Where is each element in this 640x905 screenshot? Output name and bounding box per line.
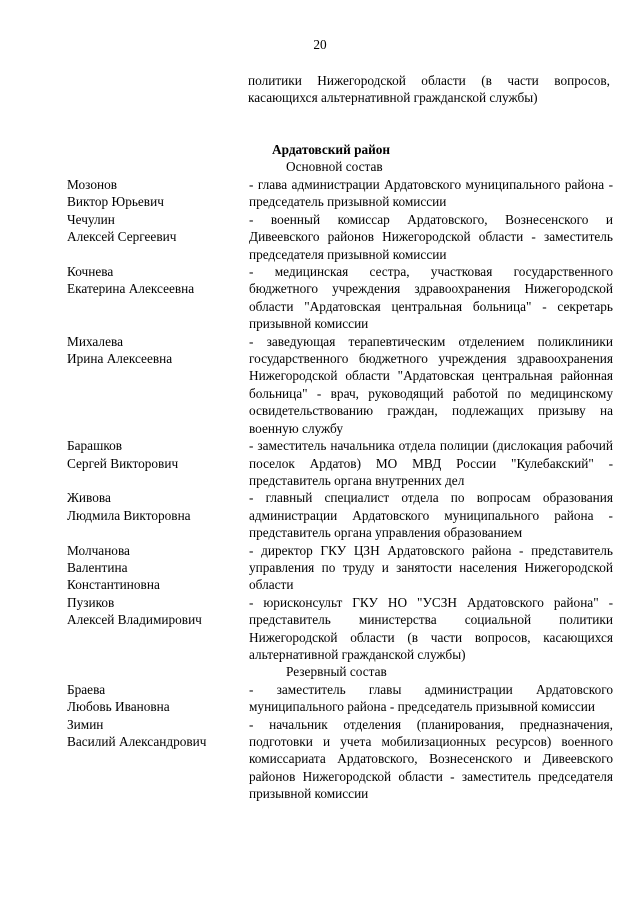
member-name (67, 211, 247, 246)
member-entry (0, 594, 640, 664)
member-name (67, 594, 247, 629)
member-role: - военный комиссар Ардатовского, Вознесенского и Дивеевского районов Нижегородской области - заместитель председателя призывной комиссии (249, 211, 613, 262)
member-given-name: Екатерина Алексеевна (67, 281, 195, 297)
member-given-name: Людмила Викторовна (67, 507, 191, 523)
member-name (67, 542, 247, 594)
member-surname: Молчанова (67, 542, 130, 558)
member-surname: Зимин (67, 716, 104, 732)
member-role: - начальник отделения (планирования, предназначения, подготовки и учета мобилизационных ресурсов) военного комиссариата Ардатовского, Вознесенского и Дивеевского районов Нижегородской области - заместитель председателя призывной комиссии (249, 716, 613, 802)
continuation-paragraph: политики Нижегородской области (в части вопросов, касающихся альтернативной гражданской службы) (248, 73, 610, 106)
member-name (67, 333, 247, 368)
member-role: - заместитель начальника отдела полиции (дислокация рабочий поселок Ардатов) МО МВД России "Кулебакский" - представитель органа внутренних дел (249, 438, 613, 488)
main-members-list (0, 176, 640, 803)
page-number: 20 (313, 37, 327, 52)
member-entry (0, 716, 640, 803)
member-given-name: Алексей Сергеевич (67, 229, 177, 245)
member-entry (0, 176, 640, 211)
member-entry (0, 681, 640, 716)
member-surname: Чечулин (67, 211, 115, 227)
district-title: Ардатовский район (272, 142, 391, 157)
member-role: - глава администрации Ардатовского муниципального района - председатель призывной комиссии (249, 177, 613, 210)
member-given-name: Сергей Викторович (67, 455, 179, 471)
member-given-name: Любовь Ивановна (67, 699, 170, 715)
member-given-name: Алексей Владимирович (67, 612, 202, 628)
member-entry (0, 263, 640, 333)
member-given-name: Ирина Алексеевна (67, 351, 173, 367)
member-role: - заместитель главы администрации Ардатовского муниципального района - председатель призывной комиссии (249, 681, 613, 715)
member-name (67, 176, 247, 211)
member-surname: Живова (67, 490, 111, 506)
member-entry (0, 211, 640, 263)
reserve-composition-heading: Резервный состав (286, 664, 387, 680)
member-entry (0, 542, 640, 594)
member-name (67, 437, 247, 472)
member-name (67, 489, 247, 524)
member-role: - главный специалист отдела по вопросам образования администрации Ардатовского муниципального района - представитель органа управления образованием (249, 490, 613, 541)
member-given-name-cont: Константиновна (67, 577, 160, 593)
member-entry (0, 333, 640, 437)
member-name (67, 716, 247, 751)
member-name (67, 681, 247, 716)
member-name (67, 263, 247, 298)
member-entry (0, 489, 640, 541)
member-entry (0, 437, 640, 489)
member-given-name: Василий Александрович (67, 734, 207, 749)
member-surname: Кочнева (67, 264, 114, 280)
member-role: - юрисконсульт ГКУ НО "УСЗН Ардатовского района" - представитель министерства социальной политики Нижегородской области (в части вопросов, касающихся альтернативной гражданской службы) (249, 594, 613, 662)
member-surname: Михалева (67, 333, 123, 349)
member-surname: Мозонов (67, 177, 118, 192)
main-composition-heading: Основной состав (286, 159, 383, 174)
member-role: - директор ГКУ ЦЗН Ардатовского района - представитель управления по труду и занятости населения Нижегородской области (249, 542, 613, 593)
member-given-name: Виктор Юрьевич (67, 194, 164, 210)
member-role: - заведующая терапевтическим отделением поликлиники государственного бюджетного учреждения здравоохранения Нижегородской области "Ардатовская центральная районная больница" - врач, руководящий работой по медицинскому освидетельствованию граждан, подлежащих призыву на военную службу (249, 333, 613, 436)
member-surname: Браева (67, 681, 106, 697)
member-surname: Барашков (67, 438, 123, 454)
member-given-name: Валентина (67, 559, 128, 575)
member-role: - медицинская сестра, участковая государственного бюджетного учреждения здравоохранения Нижегородской области "Ардатовская центральная больница" - секретарь призывной комиссии (249, 264, 613, 332)
member-surname: Пузиков (67, 594, 115, 610)
